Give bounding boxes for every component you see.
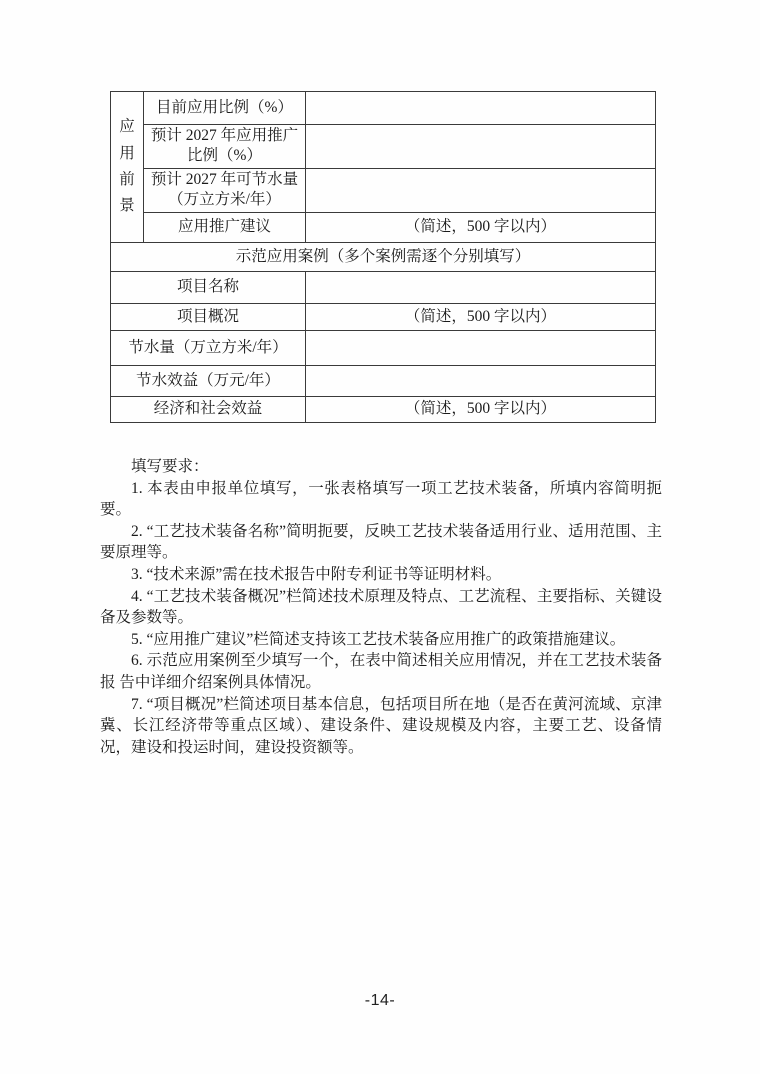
table-row	[111, 365, 656, 396]
label-2027-promotion-ratio: 预计 2027 年应用推广比例（%）	[144, 125, 306, 169]
value-project-overview: （简述，500 字以内）	[306, 303, 656, 330]
value-economic-social-benefit: （简述，500 字以内）	[306, 396, 656, 422]
table-row	[111, 242, 656, 271]
label-promotion-suggestion: 应用推广建议	[144, 212, 306, 242]
table-row	[111, 92, 656, 125]
value-promotion-suggestion: （简述，500 字以内）	[306, 212, 656, 242]
note-item-2: 2. “工艺技术装备名称”简明扼要，反映工艺技术装备适用行业、适用范围、主要原理等。	[100, 522, 662, 562]
value-current-application-ratio	[306, 92, 656, 125]
note-item-6: 6. 示范应用案例至少填写一个，在表中简述相关应用情况，并在工艺技术装备报 告中详细介绍案例具体情况。	[100, 652, 662, 691]
label-current-application-ratio: 目前应用比例（%）	[144, 92, 306, 125]
note-item-1: 1. 本表由申报单位填写，一张表格填写一项工艺技术装备，所填内容简明扼要。	[100, 479, 662, 519]
table-row	[111, 125, 656, 169]
value-2027-water-saving	[306, 168, 656, 212]
row-group-label: 应用前景	[119, 118, 135, 215]
label-project-name: 项目名称	[111, 271, 306, 303]
label-economic-social-benefit: 经济和社会效益	[111, 396, 306, 422]
table-row	[111, 303, 656, 330]
label-2027-water-saving: 预计 2027 年可节水量（万立方米/年）	[144, 168, 306, 212]
page-number: -14-	[364, 992, 396, 1009]
label-water-saving-amount: 节水量（万立方米/年）	[111, 330, 306, 365]
notes-heading: 填写要求：	[131, 458, 209, 475]
table-row	[111, 271, 656, 303]
note-item-7: 7. “项目概况”栏简述项目基本信息，包括项目所在地（是否在黄河流域、京津冀、长江经济带等重点区域）、建设条件、建设规模及内容，主要工艺、设备情况，建设和投运时间，建设投资额等。	[100, 695, 662, 756]
row-group-application-prospect	[111, 92, 144, 243]
table-row	[111, 168, 656, 212]
value-water-saving-benefit	[306, 365, 656, 396]
table-row	[111, 330, 656, 365]
label-project-overview: 项目概况	[111, 303, 306, 330]
value-project-name	[306, 271, 656, 303]
note-item-3: 3. “技术来源”需在技术报告中附专利证书等证明材料。	[131, 565, 502, 583]
table-row	[111, 396, 656, 422]
filling-requirements	[100, 456, 662, 758]
value-water-saving-amount	[306, 330, 656, 365]
label-water-saving-benefit: 节水效益（万元/年）	[111, 365, 306, 396]
section-header-demo-cases: 示范应用案例（多个案例需逐个分别填写）	[111, 242, 656, 271]
value-2027-promotion-ratio	[306, 125, 656, 169]
application-form-table	[110, 91, 656, 423]
table-row	[111, 212, 656, 242]
note-item-5: 5. “应用推广建议”栏简述支持该工艺技术装备应用推广的政策措施建议。	[131, 630, 626, 648]
note-item-4: 4. “工艺技术装备概况”栏简述技术原理及特点、工艺流程、主要指标、关键设备及参数等。	[100, 587, 662, 627]
